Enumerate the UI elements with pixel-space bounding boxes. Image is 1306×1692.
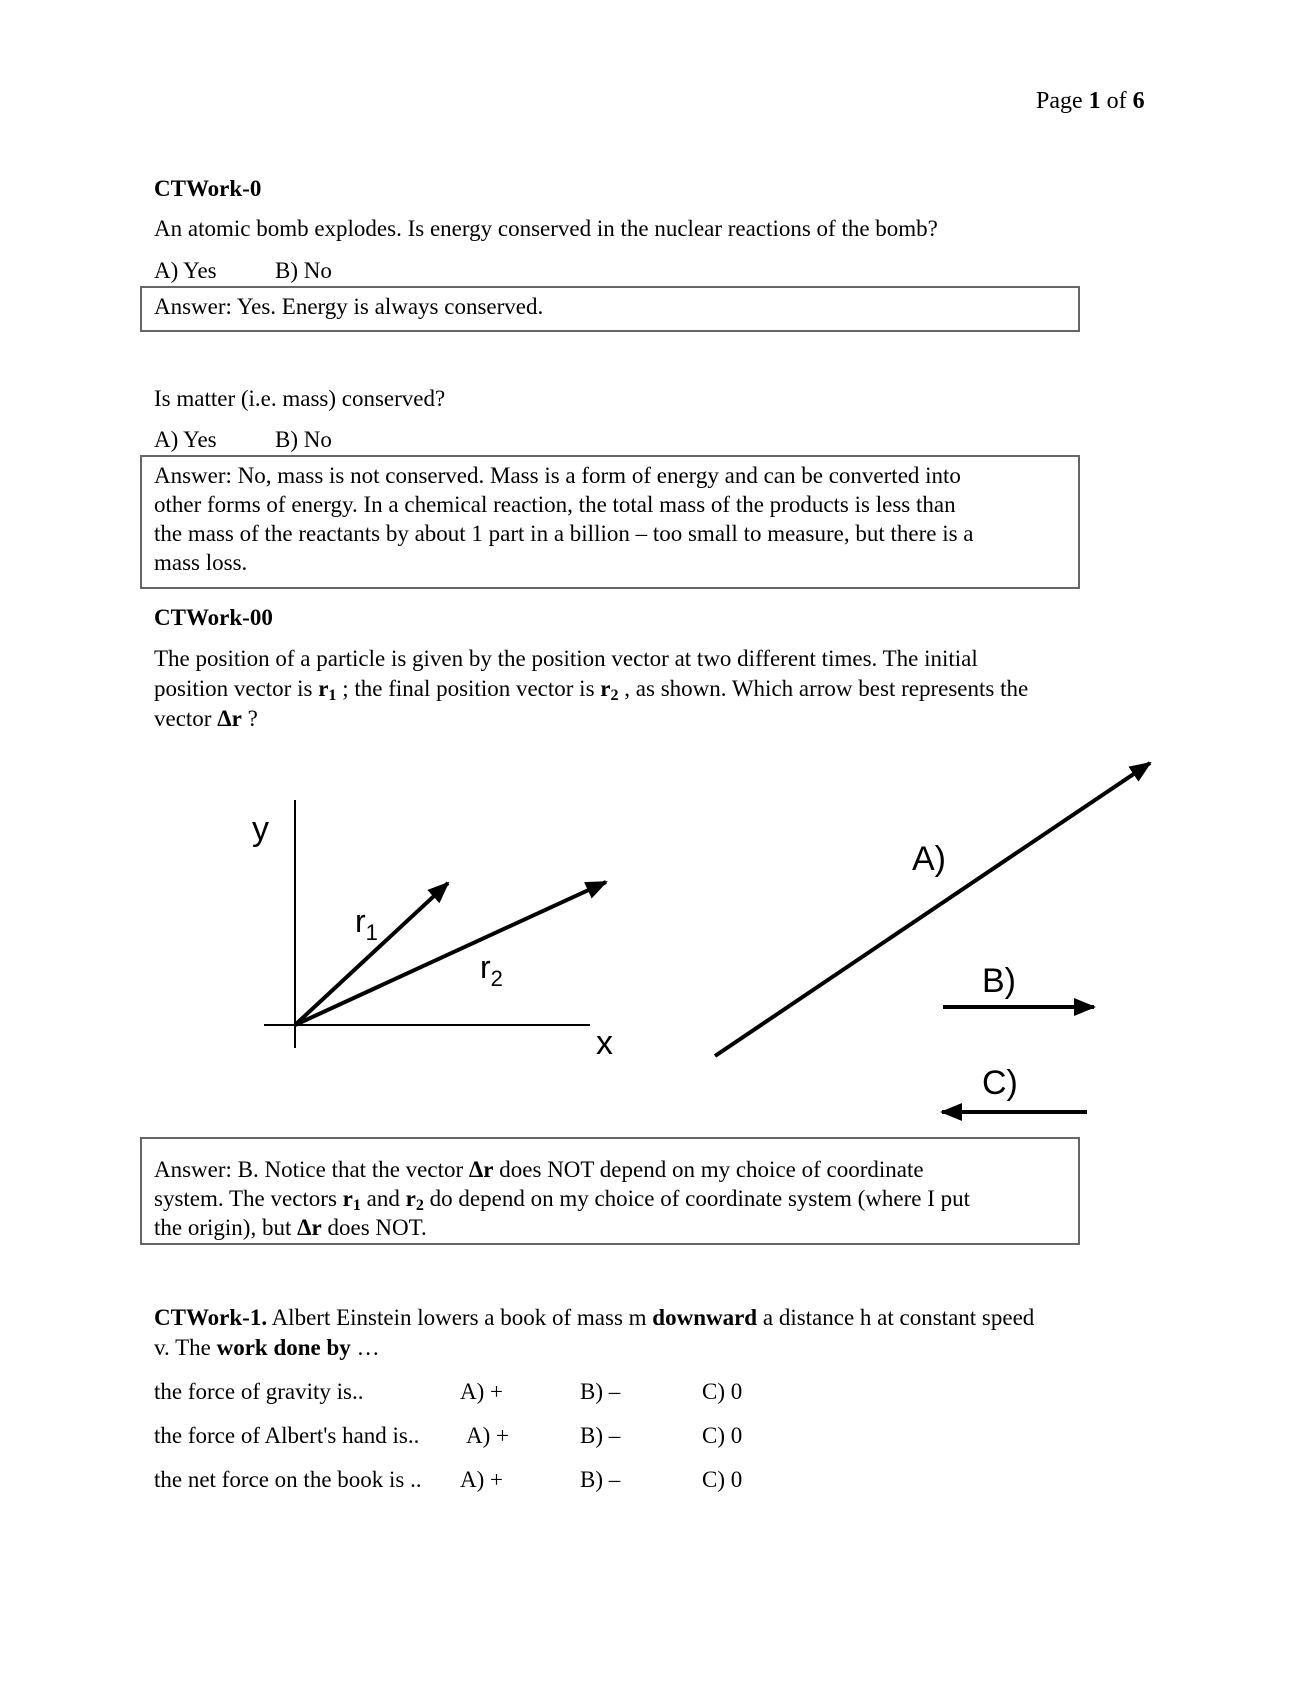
mass-answer-line: the mass of the reactants by about 1 part in a billion – too small to measure, but there is a	[154, 521, 974, 546]
ctwork-00-answer-box	[140, 1137, 1080, 1245]
work-row-net	[154, 1465, 754, 1495]
page-current: 1	[1088, 88, 1101, 114]
mass-option-b: B) No	[275, 427, 332, 452]
work-row-option-b: B) –	[580, 1379, 621, 1404]
page-total: 6	[1132, 88, 1145, 114]
work-row-label: the force of gravity is..	[154, 1379, 364, 1404]
ctwork-00-line-3: vector Δr ?	[154, 706, 258, 731]
ctwork-00-answer-line: Answer: B. Notice that the vector Δr does NOT depend on my choice of coordinate	[154, 1157, 924, 1182]
page-of-label: of	[1106, 88, 1127, 114]
mass-answer-line: mass loss.	[154, 550, 248, 575]
work-row-option-b: B) –	[580, 1423, 621, 1448]
ctwork-0-title: CTWork-0	[154, 176, 262, 201]
ctwork-00-answer-line: the origin), but Δr does NOT.	[154, 1215, 427, 1240]
work-row-option-c: C) 0	[702, 1467, 743, 1492]
r1-symbol: $r_1$	[318, 676, 337, 704]
work-row-hand	[154, 1421, 754, 1451]
work-row-option-a: A) +	[460, 1379, 503, 1404]
ctwork-1-title: CTWork-1.	[154, 1305, 268, 1330]
choice-a-label: A)	[912, 840, 946, 878]
ctwork-00-title: CTWork-00	[154, 605, 273, 630]
ctwork-00-answer-line: system. The vectors $r_1$ and $r_2$ do depend on my choice of coordinate system (where I put	[154, 1186, 970, 1214]
work-row-option-c: C) 0	[702, 1423, 743, 1448]
ctwork-0-question: An atomic bomb explodes. Is energy conserved in the nuclear reactions of the bomb?	[154, 216, 938, 241]
work-row-option-a: A) +	[460, 1467, 503, 1492]
mass-answer-line: other forms of energy. In a chemical reaction, the total mass of the products is less than	[154, 492, 956, 517]
work-row-option-b: B) –	[580, 1467, 621, 1492]
ctwork-0-answer: Answer: Yes. Energy is always conserved.	[154, 294, 544, 319]
choice-b-label: B)	[982, 962, 1016, 1000]
work-row-label: the force of Albert's hand is..	[154, 1423, 420, 1448]
ctwork-1-line-2: v. The work done by …	[154, 1335, 380, 1360]
ctwork-1-intro: CTWork-1. Albert Einstein lowers a book of mass m downward a distance h at constant speed	[154, 1305, 1035, 1330]
work-row-label: the net force on the book is ..	[154, 1467, 422, 1492]
work-row-gravity	[154, 1377, 754, 1407]
r2-symbol: $r_2$	[600, 676, 619, 704]
work-row-option-c: C) 0	[702, 1379, 743, 1404]
work-row-option-a: A) +	[466, 1423, 509, 1448]
mass-answer-line: Answer: No, mass is not conserved. Mass is a form of energy and can be converted into	[154, 463, 961, 488]
mass-question: Is matter (i.e. mass) conserved?	[154, 386, 446, 411]
delta-r-symbol: Δr	[217, 706, 242, 731]
ctwork-00-line-2: position vector is $r_1$ ; the final position vector is $r_2$ , as shown. Which arrow best represents the	[154, 676, 1029, 704]
r1-vector	[295, 883, 448, 1025]
r2-vector	[295, 882, 606, 1025]
ctwork-00-line-1: The position of a particle is given by the position vector at two different times. The initial	[154, 646, 978, 671]
r1-label: $r_1$	[355, 903, 378, 945]
x-axis-label: x	[596, 1024, 613, 1062]
y-axis-label: y	[252, 810, 269, 848]
mass-option-a: A) Yes	[154, 427, 217, 452]
page-label: Page	[1036, 88, 1083, 114]
r2-label: $r_2$	[480, 949, 503, 991]
choice-a-arrow	[715, 763, 1150, 1056]
ctwork-0-option-b: B) No	[275, 258, 332, 283]
ctwork-0-option-a: A) Yes	[154, 258, 217, 283]
choice-c-label: C)	[982, 1064, 1018, 1102]
